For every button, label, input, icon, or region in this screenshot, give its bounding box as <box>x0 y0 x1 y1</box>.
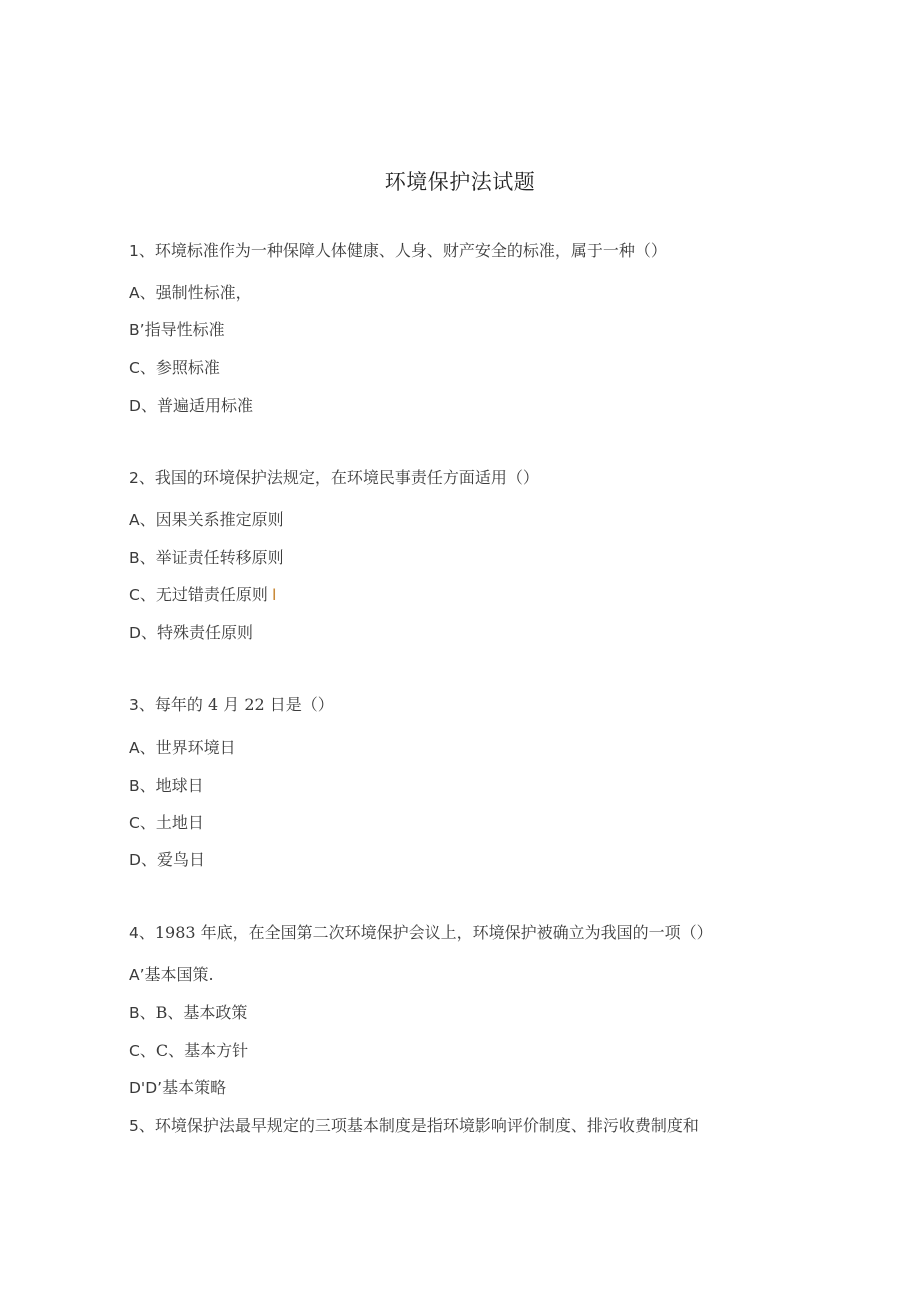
question-4-option-a <box>129 965 214 985</box>
question-1-stem <box>129 241 667 261</box>
option-text: 、强制性标准， <box>139 283 252 302</box>
option-letter: C <box>129 586 140 604</box>
question-2-option-a <box>129 510 284 530</box>
option-text: 、因果关系推定原则 <box>139 510 284 529</box>
question-3-option-a <box>129 738 236 758</box>
question-text: 、1983 年底，在全国第二次环境保护会议上，环境保护被确立为我国的一项（） <box>138 923 713 942</box>
question-4-stem <box>129 923 713 943</box>
question-5-stem <box>129 1116 699 1136</box>
option-text: 、爱鸟日 <box>140 850 205 869</box>
option-text: 、C、基本方针 <box>139 1041 249 1060</box>
question-1-option-b <box>129 320 225 340</box>
option-text: 、地球日 <box>139 776 204 795</box>
question-4-option-c <box>129 1041 248 1061</box>
cursor-mark: I <box>271 585 277 604</box>
question-text: 、环境保护法最早规定的三项基本制度是指环境影响评价制度、排污收费制度和 <box>138 1116 699 1135</box>
option-letter: D'D’ <box>129 1079 163 1097</box>
question-text: 、每年的 4 月 22 日是（） <box>138 695 334 714</box>
question-4-option-d <box>129 1078 226 1098</box>
option-text: 指导性标准 <box>144 320 225 339</box>
question-number: 5 <box>129 1117 139 1135</box>
option-text: 、B、基本政策 <box>139 1003 248 1022</box>
document-title: 环境保护法试题 <box>384 170 536 194</box>
option-letter: D <box>129 397 141 415</box>
question-number: 3 <box>129 696 139 714</box>
question-3-stem <box>129 695 334 715</box>
question-number: 2 <box>129 469 139 487</box>
option-letter: A’ <box>129 966 145 984</box>
question-3-option-b <box>129 776 204 796</box>
option-letter: B <box>129 549 140 567</box>
question-text: 、环境标准作为一种保障人体健康、人身、财产安全的标准，属于一种（） <box>138 241 667 260</box>
option-text: 、举证责任转移原则 <box>139 548 284 567</box>
option-text: 、特殊责任原则 <box>140 623 253 642</box>
option-letter: B’ <box>129 321 145 339</box>
option-letter: D <box>129 624 141 642</box>
option-letter: B <box>129 1004 140 1022</box>
question-3-option-d <box>129 850 205 870</box>
question-1-option-c <box>129 358 220 378</box>
option-letter: D <box>129 851 141 869</box>
option-text: 、土地日 <box>139 813 204 832</box>
option-letter: C <box>129 814 140 832</box>
option-text: 、普遍适用标准 <box>140 396 253 415</box>
question-number: 1 <box>129 242 139 260</box>
option-letter: B <box>129 777 140 795</box>
option-letter: C <box>129 359 140 377</box>
question-text: 、我国的环境保护法规定，在环境民事责任方面适用（） <box>138 468 539 487</box>
question-4-option-b <box>129 1003 247 1023</box>
option-letter: A <box>129 284 140 302</box>
option-text: 、无过错责任原则 <box>139 585 268 604</box>
question-1-option-d <box>129 396 253 416</box>
question-2-stem <box>129 468 539 488</box>
option-text: 基本国策. <box>144 965 214 984</box>
option-letter: A <box>129 511 140 529</box>
question-3-option-c <box>129 813 204 833</box>
question-1-option-a <box>129 283 252 303</box>
option-text: 基本策略 <box>162 1078 227 1097</box>
option-letter: C <box>129 1042 140 1060</box>
question-2-option-d <box>129 623 253 643</box>
question-2-option-b <box>129 548 284 568</box>
option-text: 、参照标准 <box>139 358 220 377</box>
option-text: 、世界环境日 <box>139 738 236 757</box>
option-letter: A <box>129 739 140 757</box>
question-number: 4 <box>129 924 139 942</box>
question-2-option-c <box>129 585 277 605</box>
